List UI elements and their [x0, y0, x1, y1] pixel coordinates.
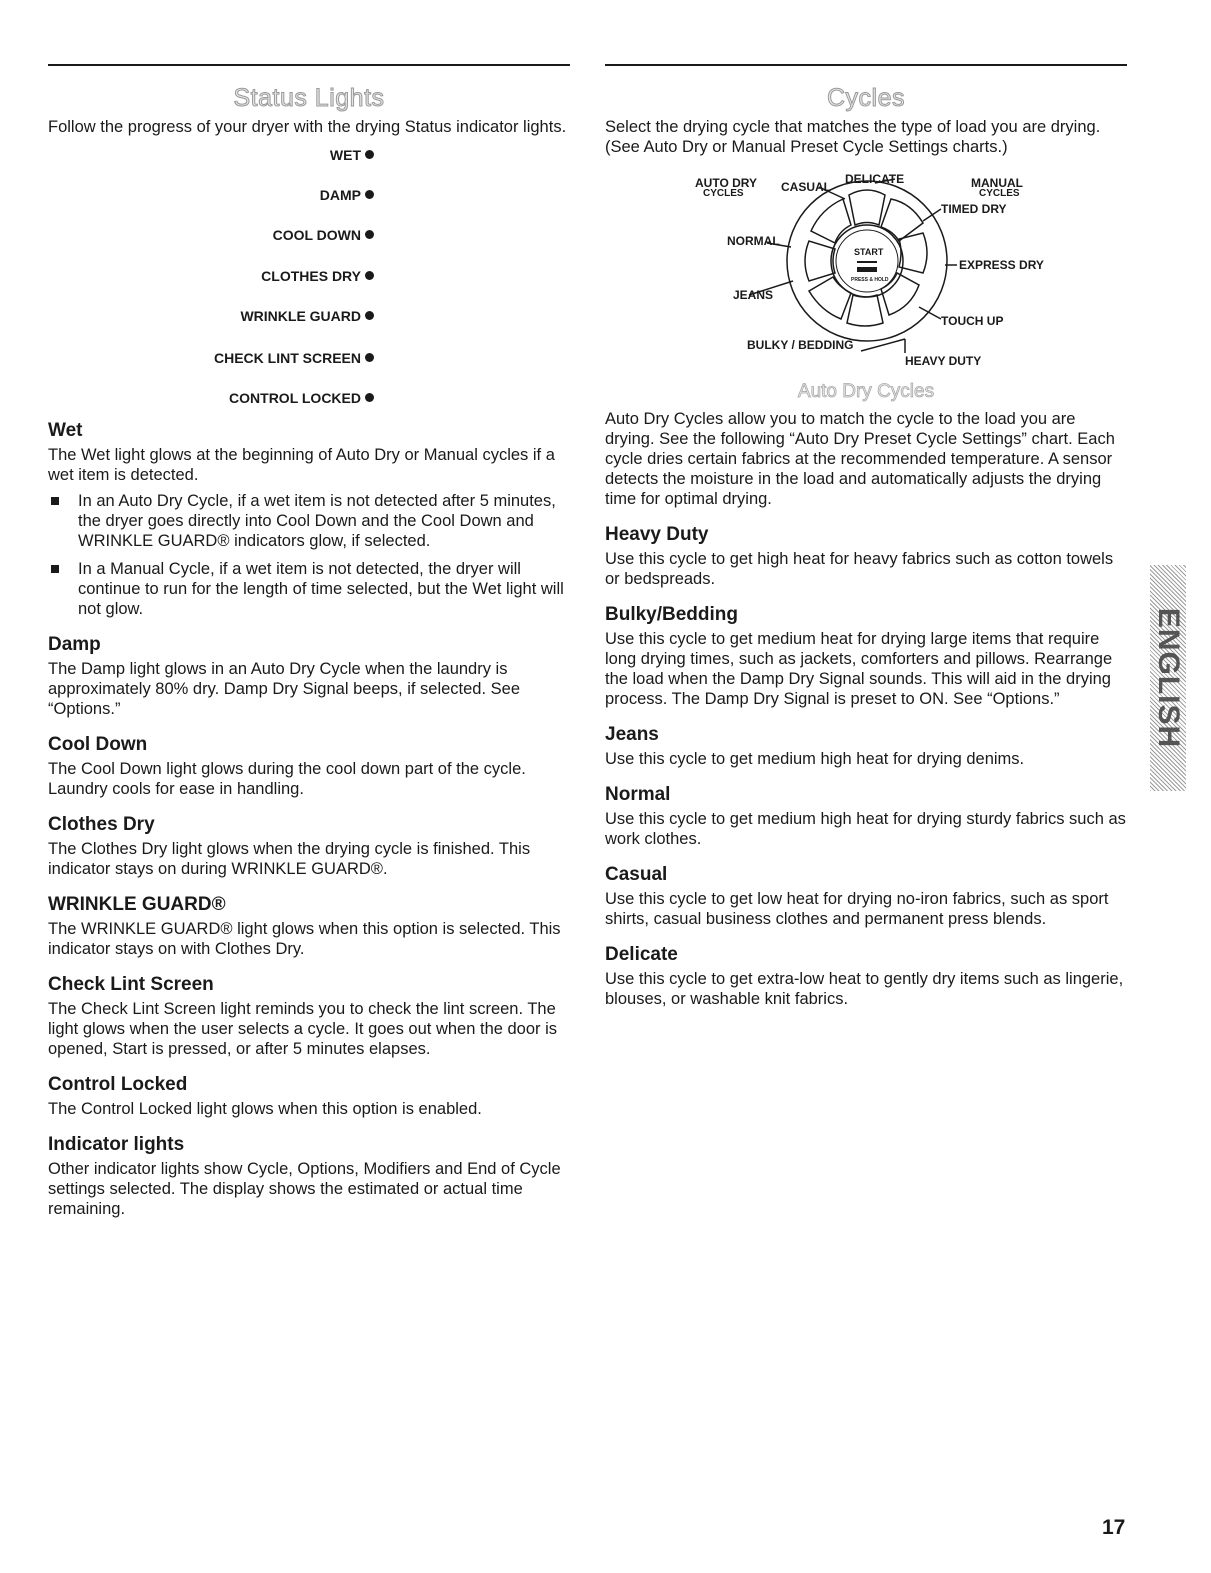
section-heading: Indicator lights [48, 1134, 185, 1155]
section-text: The Control Locked light glows when this option is enabled. [48, 1100, 482, 1118]
status-lights-list [48, 147, 570, 419]
status-light-control-locked: CONTROL LOCKED [229, 390, 374, 406]
section-heading: Wet [48, 420, 83, 441]
cycle-dial-diagram [605, 173, 1127, 379]
section-heading: Cool Down [48, 734, 148, 755]
section-control-locked [48, 1073, 570, 1119]
section-heading: Check Lint Screen [48, 974, 214, 995]
section-text: Use this cycle to get medium heat for drying large items that require long drying times, such as jackets, comforters and pillows. Rearrange the load when the Damp Dry Signal sounds. This will aid in the drying process. The Damp Dry Signal is preset to ON. See “Options.” [605, 630, 1113, 708]
dial-start-label: START [854, 247, 884, 257]
section-text: The WRINKLE GUARD® light glows when this option is selected. This indicator stays on with Clothes Dry. [48, 920, 561, 958]
section-check-lint-screen [48, 973, 570, 1059]
indicator-dot-icon [365, 150, 374, 159]
cycles-title: Cycles [826, 84, 905, 112]
auto-dry-cycles-title: Auto Dry Cycles [797, 381, 935, 402]
dial-label-timed-dry: TIMED DRY [941, 202, 1007, 216]
right-column [605, 64, 1127, 1023]
dial-label-heavy-duty: HEAVY DUTY [905, 354, 982, 368]
section-heading: WRINKLE GUARD® [48, 894, 226, 915]
side-tab-label: ENGLISH [1152, 607, 1186, 749]
right-top-rule [605, 64, 1127, 66]
wet-bullets [48, 491, 570, 619]
dial-label-auto-dry: AUTO DRY [695, 176, 758, 190]
dial-label-bulky-bedding: BULKY / BEDDING [747, 338, 854, 352]
section-text: Use this cycle to get medium high heat for drying sturdy fabrics such as work clothes. [605, 810, 1126, 848]
section-heading: Clothes Dry [48, 814, 155, 835]
section-heading: Damp [48, 634, 101, 655]
section-heading: Casual [605, 864, 668, 885]
section-jeans [605, 723, 1127, 769]
status-light-clothes-dry: CLOTHES DRY [261, 268, 374, 284]
left-top-rule [48, 64, 570, 66]
section-clothes-dry [48, 813, 570, 879]
language-side-tab [1150, 565, 1186, 791]
cycles-intro: Select the drying cycle that matches the type of load you are drying. (See Auto Dry or Manual Preset Cycle Settings charts.) [605, 118, 1101, 156]
indicator-dot-icon [365, 230, 374, 239]
section-heading: Heavy Duty [605, 524, 709, 545]
status-light-wet: WET [330, 147, 374, 163]
list-item: In an Auto Dry Cycle, if a wet item is not detected after 5 minutes, the dryer goes directly into Cool Down and the Cool Down and WRINKLE GUARD® indicators glow, if selected. [48, 491, 570, 551]
section-heading: Bulky/Bedding [605, 604, 739, 625]
section-text: The Check Lint Screen light reminds you to check the lint screen. The light glows when the user selects a cycle. It goes out when the door is opened, Start is pressed, or after 5 minutes elapses. [48, 1000, 558, 1058]
status-light-damp: DAMP [320, 187, 374, 203]
status-light-cool-down: COOL DOWN [273, 227, 374, 243]
status-lights-intro: Follow the progress of your dryer with the drying Status indicator lights. [48, 118, 567, 136]
indicator-dot-icon [365, 353, 374, 362]
section-normal [605, 783, 1127, 849]
section-delicate [605, 943, 1127, 1009]
dial-label-jeans: JEANS [733, 288, 774, 302]
section-text: Use this cycle to get extra-low heat to gently dry items such as lingerie, blouses, or washable knit fabrics. [605, 970, 1124, 1008]
dial-press-hold-label: PRESS & HOLD [851, 277, 889, 283]
section-heading: Control Locked [48, 1074, 188, 1095]
left-column [48, 64, 570, 1233]
section-heading: Jeans [605, 724, 659, 745]
dial-label-express-dry: EXPRESS DRY [959, 258, 1044, 272]
section-text: Use this cycle to get low heat for drying no-iron fabrics, such as sport shirts, casual business clothes and permanent press blends. [605, 890, 1109, 928]
section-heading: Delicate [605, 944, 678, 965]
dial-label-delicate: DELICATE [845, 172, 905, 186]
dial-label-touch-up: TOUCH UP [941, 314, 1004, 328]
indicator-dot-icon [365, 190, 374, 199]
section-cool-down [48, 733, 570, 799]
status-light-wrinkle-guard: WRINKLE GUARD [240, 308, 374, 324]
section-text: Other indicator lights show Cycle, Options, Modifiers and End of Cycle settings selected. The display shows the estimated or actual time remaining. [48, 1160, 561, 1218]
indicator-dot-icon [365, 271, 374, 280]
section-bulky-bedding [605, 603, 1127, 709]
section-heavy-duty [605, 523, 1127, 589]
status-light-check-lint-screen: CHECK LINT SCREEN [214, 350, 374, 366]
indicator-dot-icon [365, 311, 374, 320]
section-text: The Damp light glows in an Auto Dry Cycle when the laundry is approximately 80% dry. Damp Dry Signal beeps, if selected. See “Options.” [48, 660, 521, 718]
dial-label-manual: MANUAL [971, 176, 1023, 190]
section-wet [48, 419, 570, 619]
dial-label-cycles-left: CYCLES [703, 188, 744, 199]
indicator-dot-icon [365, 393, 374, 402]
section-text: The Clothes Dry light glows when the drying cycle is finished. This indicator stays on during WRINKLE GUARD®. [48, 840, 531, 878]
dial-label-cycles-right: CYCLES [979, 188, 1020, 199]
auto-dry-cycles-intro: Auto Dry Cycles allow you to match the cycle to the load you are drying. See the following “Auto Dry Preset Cycle Settings” chart. Each cycle dries certain fabrics at the recommended temperature. A sensor detects the moisture in the load and automatically adjusts the drying time for optimal drying. [605, 410, 1115, 508]
section-text: The Wet light glows at the beginning of Auto Dry or Manual cycles if a wet item is detected. [48, 446, 555, 484]
dial-label-normal: NORMAL [727, 234, 780, 248]
dial-label-casual: CASUAL [781, 180, 831, 194]
section-damp [48, 633, 570, 719]
section-text: The Cool Down light glows during the cool down part of the cycle. Laundry cools for ease in handling. [48, 760, 526, 798]
section-indicator-lights [48, 1133, 570, 1219]
status-lights-title: Status Lights [233, 84, 385, 112]
section-heading: Normal [605, 784, 671, 805]
list-item: In a Manual Cycle, if a wet item is not detected, the dryer will continue to run for the length of time selected, but the Wet light will not glow. [48, 559, 570, 619]
page-number: 17 [1102, 1516, 1126, 1539]
section-text: Use this cycle to get high heat for heavy fabrics such as cotton towels or bedspreads. [605, 550, 1114, 588]
section-text: Use this cycle to get medium high heat for drying denims. [605, 750, 1025, 768]
section-casual [605, 863, 1127, 929]
section-wrinkle-guard [48, 893, 570, 959]
